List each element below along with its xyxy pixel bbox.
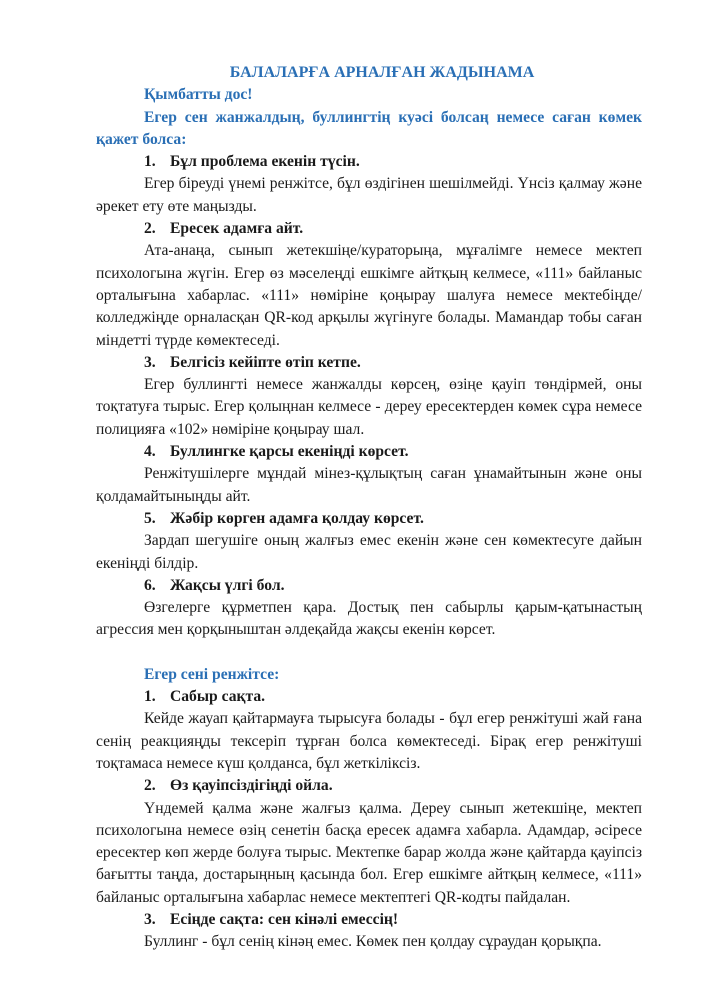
greeting: Қымбатты дос! [144, 86, 253, 104]
item-number: 2. [144, 220, 156, 238]
document-title: БАЛАЛАРҒА АРНАЛҒАН ЖАДЫНАМА [229, 64, 535, 81]
item-text: Өзгелерге құрметпен қара. Достық пен сабырлы қарым-қатынастың агрессия мен қорқыныштан әлдеқайда жақсы екенін көрсет. [96, 599, 642, 639]
section-spacer [96, 642, 642, 664]
section2-heading: Егер сені ренжітсе: [144, 665, 280, 683]
item-title: Жақсы үлгі бол. [170, 576, 285, 594]
item-number: 3. [144, 910, 156, 928]
item-number: 1. [144, 153, 156, 171]
item-number: 2. [144, 777, 156, 795]
item-number: 3. [144, 353, 156, 371]
item-title: Жәбір көрген адамға қолдау көрсет. [170, 509, 424, 527]
item-title: Ересек адамға айт. [170, 220, 304, 238]
item-text: Үндемей қалма және жалғыз қалма. Дереу сынып жетекшіңе, мектеп психологына немесе өзің сенетін басқа ересек адамға хабарла. Адамдар, әсіресе ересектер көп жерде болуға тырыс. Мектепке барар жолда және қайтарда қауіпсіз бағытты таңда, достарыңның қасында бол. Егер ешкімге айтқың келмесе, «111» байланыс орталығына хабарлас немесе мектептегі QR-кодты пайдалан. [96, 799, 642, 906]
item-text: Ренжітушілерге мұндай мінез-құлықтың саған ұнамайтынын және оны қолдамайтыныңды айт. [96, 465, 642, 505]
item-text: Зардап шегушіге оның жалғыз емес екенін және сен көмектесуге дайын екеніңді білдір. [96, 532, 642, 572]
item-title: Белгісіз кейіпте өтіп кетпе. [170, 353, 361, 371]
section1-item-5 [96, 508, 642, 575]
item-text: Егер буллингті немесе жанжалды көрсең, өзіңе қауіп төндірмей, оны тоқтатуға тырыс. Егер қолыңнан келмесе - дереу ересектерден көмек сұра немесе полицияға «102» нөміріне қоңырау шал. [96, 376, 642, 438]
item-title: Буллингке қарсы екеніңді көрсет. [170, 443, 409, 461]
section1-item-1 [96, 151, 642, 218]
item-text: Ата-анаңа, сынып жетекшіңе/кураторыңа, мұғалімге немесе мектеп психологына жүгін. Егер өз мәселеңді ешкімге айтқың келмесе, «111» байланыс орталығына хабарлас. «111» нөміріне қоңырау шалуға немесе мектебіңде/колледжіңде орналасқан QR-код арқылы жүгінуге болады. Мамандар тобы саған міндетті түрде көмектеседі. [96, 242, 642, 349]
item-title: Есіңде сақта: сен кінәлі емессің! [170, 910, 399, 928]
section1-item-4 [96, 441, 642, 508]
item-number: 5. [144, 509, 156, 527]
item-text: Буллинг - бұл сенің кінәң емес. Көмек пен қолдау сұраудан қорықпа. [144, 933, 602, 951]
section1-item-6 [96, 575, 642, 642]
section1-heading: Егер сен жанжалдың, буллингтің куәсі болсаң немесе саған көмек қажет болса: [96, 108, 642, 148]
item-number: 1. [144, 688, 156, 706]
section2-item-2 [96, 775, 642, 909]
section2-item-3 [96, 909, 642, 954]
item-title: Бұл проблема екенін түсін. [170, 153, 360, 171]
item-number: 6. [144, 576, 156, 594]
item-title: Сабыр сақта. [170, 688, 266, 706]
section1-item-2 [96, 218, 642, 352]
section1-item-3 [96, 352, 642, 441]
item-title: Өз қауіпсіздігіңді ойла. [170, 777, 333, 795]
item-text: Егер біреуді үнемі ренжітсе, бұл өздігінен шешілмейді. Үнсіз қалмау және әрекет ету өте маңызды. [96, 175, 642, 215]
item-number: 4. [144, 443, 156, 461]
item-text: Кейде жауап қайтармауға тырысуға болады - бұл егер ренжітуші жай ғана сенің реакцияңды тексеріп тұрған болса көмектеседі. Бірақ егер ренжітуші тоқтамаса немесе күш қолданса, бұл жеткіліксіз. [96, 710, 642, 772]
section2-item-1 [96, 686, 642, 775]
